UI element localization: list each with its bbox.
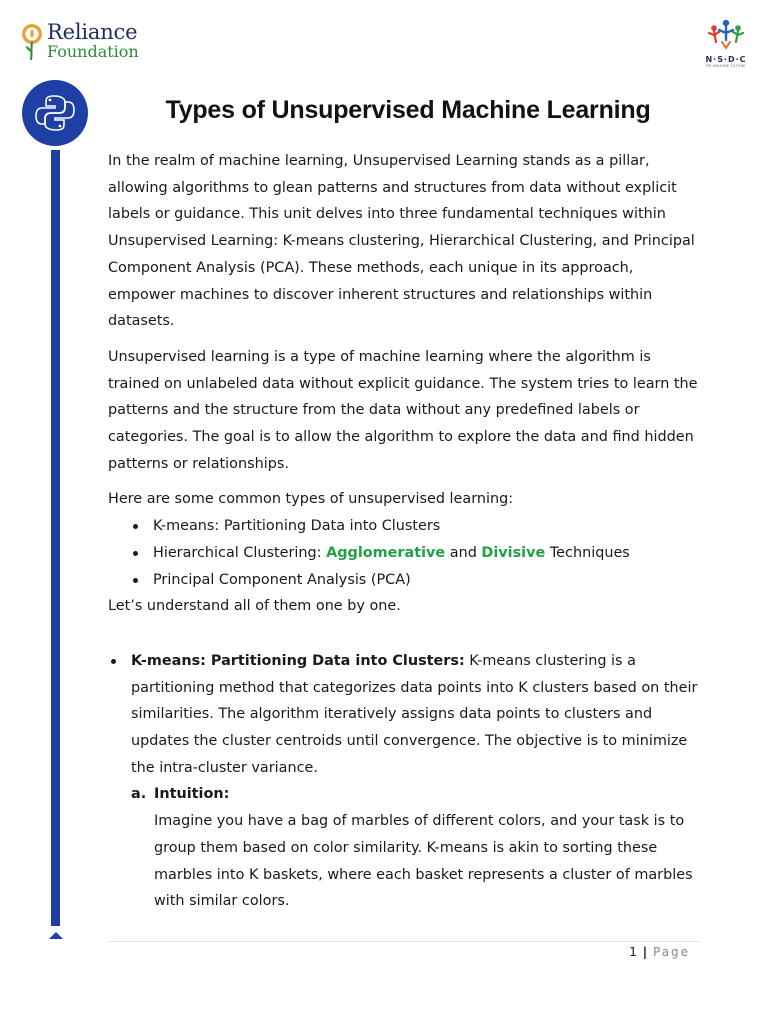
side-ribbon: [51, 150, 60, 926]
reliance-flame-icon: [20, 22, 44, 62]
intro-paragraph: In the realm of machine learning, Unsupervised Learning stands as a pillar, allowing algorithms to glean patterns and structures from data without explicit labels or guidance. This unit delves into three fundamental techniques within Unsupervised Learning: K-means clustering, Hierarchical Clustering, and Principal Component Analysis (PCA). These methods, each unique in its approach, empower machines to discover inherent structures and relationships within datasets.: [108, 153, 695, 330]
sub-letter: a.: [131, 786, 147, 803]
divisive-highlight: Divisive: [481, 544, 546, 561]
type-hier-suffix: Techniques: [545, 544, 630, 561]
outro-paragraph: Let’s understand all of them one by one.: [108, 598, 401, 615]
intuition-text: Imagine you have a bag of marbles of different colors, and your task is to group them based on color similarity. K-means is akin to sorting these marbles into K baskets, where each basket represents a cluster of marbles with similar colors.: [154, 813, 693, 910]
page-footer: [629, 945, 690, 959]
definition-paragraph: Unsupervised learning is a type of machine learning where the algorithm is trained on unlabeled data without explicit guidance. The system tries to learn the patterns and the structure from the data without any predefined labels or categories. The goal is to allow the algorithm to explore the data and find hidden patterns or relationships.: [108, 348, 698, 472]
kmeans-paragraph: [131, 648, 700, 782]
kmeans-heading: K-means: Partitioning Data into Clusters:: [131, 652, 465, 669]
type-kmeans: K-means: Partitioning Data into Clusters: [153, 518, 441, 535]
nsdc-name: N·S·D·C: [705, 55, 747, 64]
kmeans-section: [108, 648, 700, 915]
intuition-heading: [131, 781, 700, 808]
python-logo-icon: [22, 80, 88, 146]
page-label: Page: [652, 945, 690, 959]
brand-subtitle: Foundation: [47, 42, 139, 61]
type-hier-prefix: Hierarchical Clustering:: [153, 544, 327, 561]
bullet-icon: [111, 659, 116, 664]
page-title: Types of Unsupervised Machine Learning: [165, 96, 651, 124]
agglomerative-highlight: Agglomerative: [326, 544, 446, 561]
page-number: 1: [629, 945, 637, 959]
reliance-foundation-logo: [20, 22, 139, 62]
ribbon-arrow-icon: [49, 932, 63, 939]
main-content: [108, 148, 700, 915]
nsdc-tagline: RE-IMAGINE FUTURE: [706, 64, 746, 68]
type-hier-and: and: [445, 544, 482, 561]
list-item: [130, 513, 700, 540]
sub-heading: Intuition:: [154, 786, 230, 803]
types-list: [108, 513, 700, 593]
page-separator: |: [642, 945, 648, 959]
types-intro: Here are some common types of unsupervised learning:: [108, 491, 514, 508]
brand-name: Reliance: [47, 20, 138, 44]
list-item: [130, 567, 700, 594]
nsdc-figures-icon: [703, 18, 749, 50]
nsdc-logo: [700, 18, 752, 68]
list-item: [130, 540, 700, 567]
kmeans-text: K-means clustering is a partitioning method that categorizes data points into K clusters based on their similarities. The algorithm iteratively assigns data points to clusters and updates the cluster centroids until convergence. The objective is to minimize the intra-cluster variance.: [131, 652, 698, 776]
type-pca: Principal Component Analysis (PCA): [153, 571, 411, 588]
footer-divider: [108, 941, 700, 942]
